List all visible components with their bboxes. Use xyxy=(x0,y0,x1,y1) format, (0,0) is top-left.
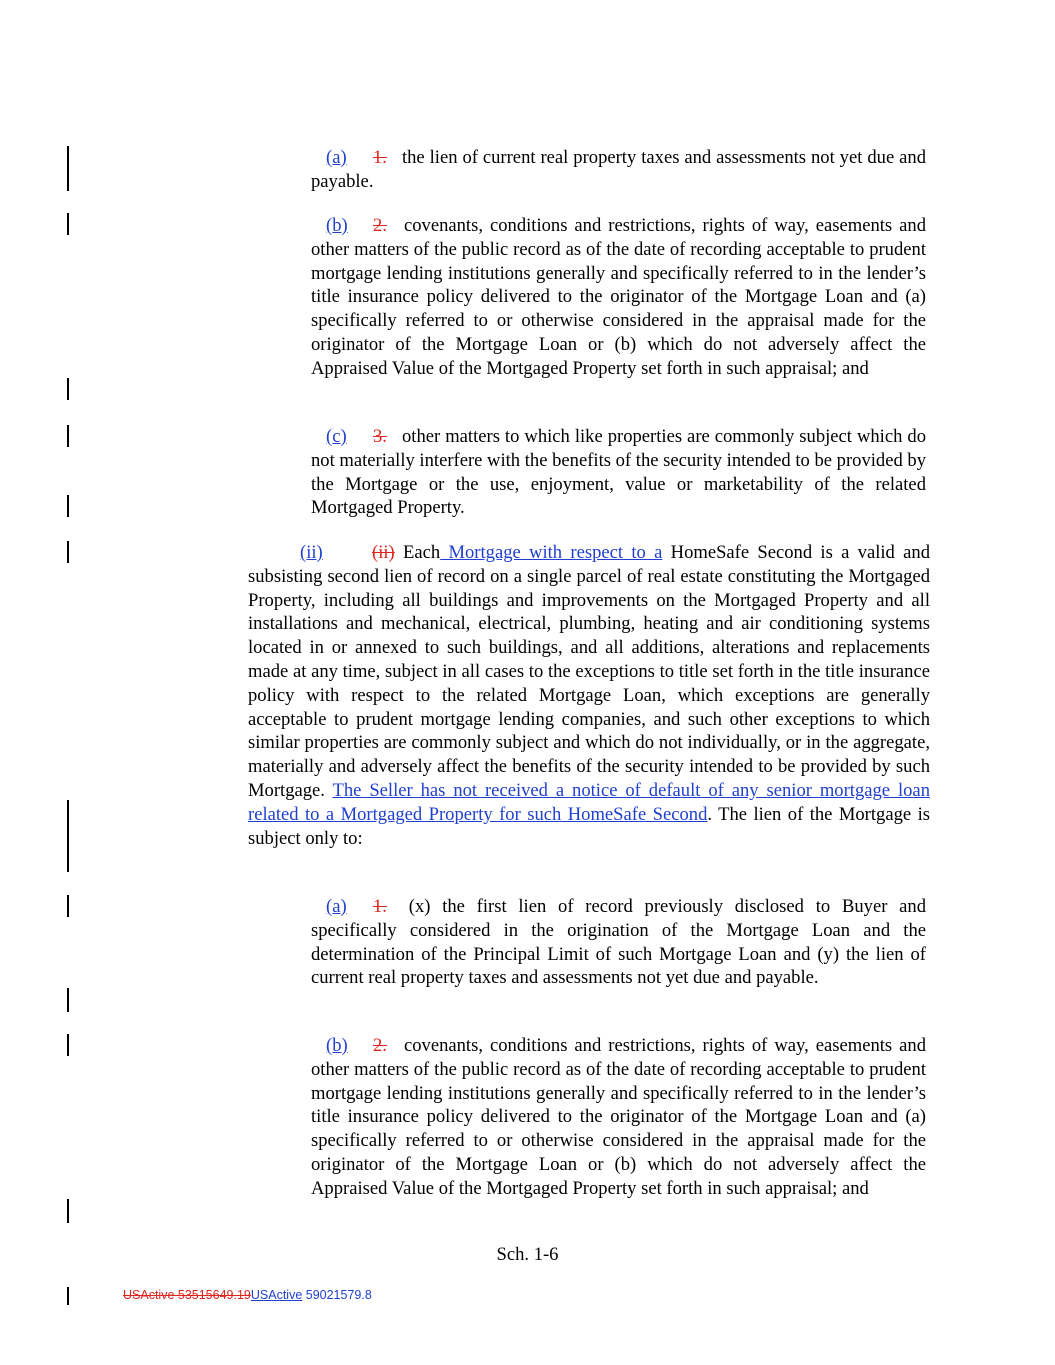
paragraph-text: HomeSafe Second is a valid and subsisting second lien of record on a single parcel of real estate constituting the Mortgaged Property, including all buildings and improvements on the Mortgaged Property and all installations and mechanical, electrical, plumbing, heating and air conditioning systems located in or annexed to such buildings, and all additions, alterations and replacements made at any time, subject in all cases to the exceptions to title set forth in the title insurance policy with respect to the related Mortgage Loan, which exceptions are generally acceptable to prudent mortgage lending companies, and such other exceptions to which similar properties are commonly subject and which do not individually, or in the aggregate, materially and adversely affect the benefits of the security intended to be provided by such Mortgage. xyxy=(248,542,930,801)
inserted-text: Mortgage with respect to a xyxy=(440,542,663,563)
paragraph-a-first xyxy=(311,146,926,194)
paragraph-b-first xyxy=(311,214,926,381)
doc-id-number: 59021579.8 xyxy=(302,1288,372,1302)
paragraph-c xyxy=(311,425,926,520)
inserted-label: (b) xyxy=(326,1035,348,1056)
paragraph-ii xyxy=(248,541,930,850)
paragraph-text: Each xyxy=(394,542,441,563)
paragraph-text: other matters to which like properties are commonly subject which do not materially interfere with the benefits of the security intended to be provided by the Mortgage or the use, enjoyment, value or marketability of the related Mortgaged Property. xyxy=(311,426,926,519)
paragraph-text: . The lien of the Mortgage is subject only to: xyxy=(248,803,930,849)
change-bar xyxy=(67,1034,69,1056)
change-bar xyxy=(67,1199,69,1223)
inserted-text: The Seller has not received a notice of default of any senior mortgage loan related to a Mortgaged Property for such HomeSafe Second xyxy=(248,779,930,825)
change-bar xyxy=(67,495,69,517)
deleted-number: 2. xyxy=(373,215,387,236)
deleted-number: 2. xyxy=(373,1035,387,1056)
deleted-number: 1. xyxy=(373,147,387,168)
inserted-label: (a) xyxy=(326,896,347,917)
inserted-label: (c) xyxy=(326,426,347,447)
change-bar xyxy=(67,1287,69,1305)
inserted-label: (ii) xyxy=(300,542,323,563)
paragraph-a-second xyxy=(311,895,926,990)
change-bar xyxy=(67,425,69,447)
change-bar xyxy=(67,800,69,872)
change-bar xyxy=(67,213,69,235)
inserted-doc-id: USActive xyxy=(250,1288,303,1302)
deleted-number: (ii) xyxy=(372,542,395,563)
paragraph-text: covenants, conditions and restrictions, rights of way, easements and other matters of the public record as of the date of recording acceptable to prudent mortgage lending institutions generally and specifically referred to in the lender’s title insurance policy delivered to the originator of the Mortgage Loan and (a) specifically referred to or otherwise considered in the appraisal made for the originator of the Mortgage Loan or (b) which do not adversely affect the Appraised Value of the Mortgaged Property set forth in such appraisal; and xyxy=(311,1035,926,1199)
paragraph-text: (x) the first lien of record previously disclosed to Buyer and specifically considered in the origination of the Mortgage Loan and the determination of the Principal Limit of such Mortgage Loan and (y) the lien of current real property taxes and assessments not yet due and payable. xyxy=(311,896,926,989)
change-bar xyxy=(67,146,69,191)
deleted-number: 1. xyxy=(373,896,387,917)
page-footer: Sch. 1-6 xyxy=(496,1244,559,1265)
inserted-label: (a) xyxy=(326,147,347,168)
change-bar xyxy=(67,988,69,1012)
change-bar xyxy=(67,378,69,400)
deleted-number: 3. xyxy=(373,426,387,447)
document-id xyxy=(123,1288,372,1302)
paragraph-text: covenants, conditions and restrictions, rights of way, easements and other matters of the public record as of the date of recording acceptable to prudent mortgage lending institutions generally and specifically referred to in the lender’s title insurance policy delivered to the originator of the Mortgage Loan and (a) specifically referred to or otherwise considered in the appraisal made for the originator of the Mortgage Loan or (b) which do not adversely affect the Appraised Value of the Mortgaged Property set forth in such appraisal; and xyxy=(311,215,926,379)
paragraph-text: the lien of current real property taxes and assessments not yet due and payable. xyxy=(311,147,926,192)
deleted-doc-id: USActive 53515649.19 xyxy=(123,1288,251,1302)
inserted-label: (b) xyxy=(326,215,348,236)
change-bar xyxy=(67,541,69,563)
paragraph-b-second xyxy=(311,1034,926,1201)
change-bar xyxy=(67,895,69,917)
